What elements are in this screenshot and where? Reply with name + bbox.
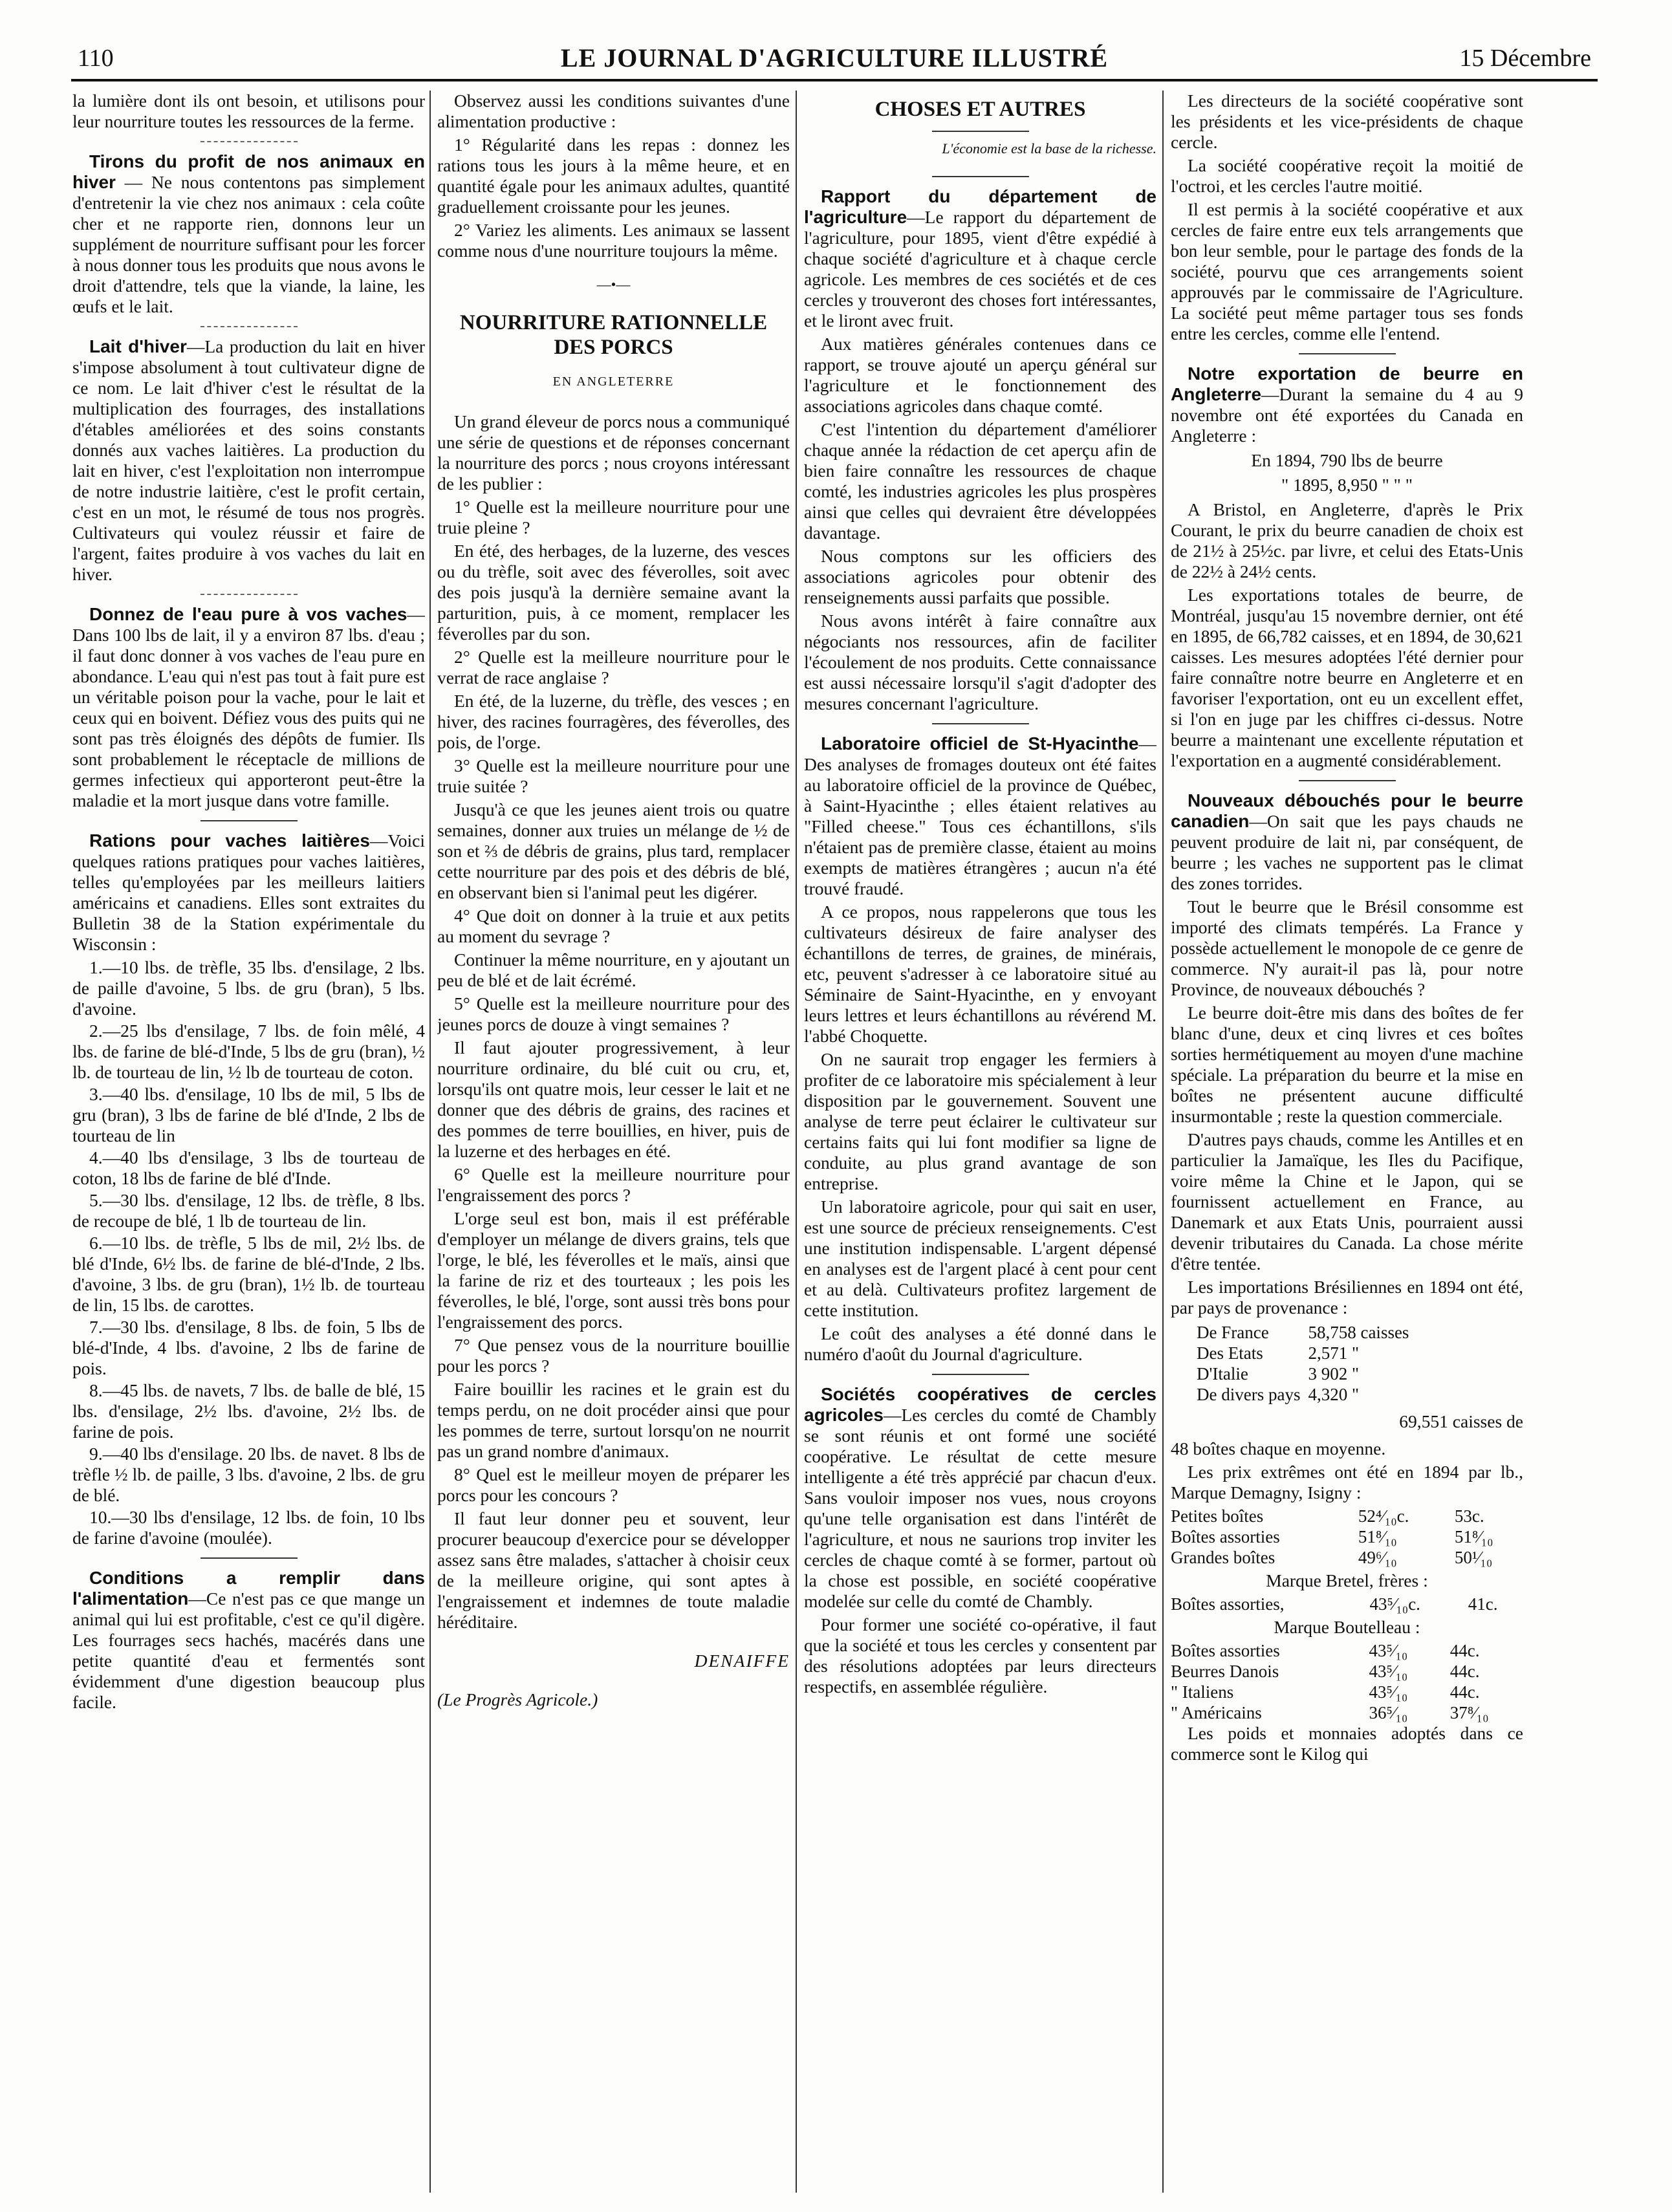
paragraph: D'autres pays chauds, comme les Antilles et en particulier la Jamaïque, les Iles du Pacifique, voire même la Chine et le Japon, qui se fournissent actuellement en France, au Danemark et aux Etats Unis, pourraient aussi devenir tributaires du Canada. La chose mérite d'être tentée. <box>1171 1129 1523 1274</box>
ration-item: 1.—10 lbs. de trèfle, 35 lbs. d'ensilage, 2 lbs. de paille d'avoine, 5 lbs. de gru (bran), 5 lbs. d'avoine. <box>72 957 425 1019</box>
ration-item: 9.—40 lbs d'ensilage. 20 lbs. de navet. 8 lbs de trèfle ½ lb. de paille, 3 lbs. d'avoine, 2 lbs. de gru de blé. <box>72 1444 425 1505</box>
paragraph: La société coopérative reçoit la moitié de l'octroi, et les cercles l'autre moitié. <box>1171 155 1523 196</box>
paragraph: 7° Que pensez vous de la nourriture bouillie pour les porcs ? <box>437 1335 790 1376</box>
table-cell: 49⁶⁄₁₀ <box>1358 1548 1397 1567</box>
article-rations <box>72 830 425 955</box>
paragraph: Les prix extrêmes ont été en 1894 par lb., Marque Demagny, Isigny : <box>1171 1462 1523 1502</box>
prices-table-boutelleau <box>1171 1640 1523 1723</box>
export-stat-1895: " 1895, 8,950 " " " <box>1281 475 1413 495</box>
paragraph: Continuer la même nourriture, en y ajoutant un peu de blé et de lait écrémé. <box>437 949 790 990</box>
paragraph: Le coût des analyses a été donné dans le numéro d'août du Journal d'agriculture. <box>804 1323 1156 1364</box>
table-cell: 4,320 " <box>1308 1385 1359 1404</box>
separator <box>201 326 298 327</box>
table-row <box>1171 1640 1523 1661</box>
article-exportation <box>1171 363 1523 446</box>
paragraph: 2° Variez les aliments. Les animaux se lassent comme nous d'une nourriture toujours la même. <box>437 220 790 261</box>
ration-item: 2.—25 lbs d'ensilage, 7 lbs. de foin mêlé, 4 lbs. de farine de blé-d'Inde, 5 lbs de gru (bran), ½ lb. de tourteau de lin, ½ lb de tourteau de coton. <box>72 1021 425 1082</box>
ration-item: 10.—30 lbs d'ensilage, 12 lbs. de foin, 10 lbs de farine d'avoine (moulée). <box>72 1507 425 1548</box>
paragraph: Un grand éleveur de porcs nous a communiqué une série de questions et de réponses concernant la nourriture des porcs ; nous croyons intéressant de les publier : <box>437 411 790 493</box>
table-cell: Petites boîtes <box>1171 1506 1264 1526</box>
imports-table <box>1197 1322 1417 1405</box>
column-3 <box>804 91 1156 2193</box>
paragraph: 5° Quelle est la meilleure nourriture pour des jeunes porcs de douze à vingt semaines ? <box>437 993 790 1034</box>
separator <box>932 1374 1029 1375</box>
article-body: —Des analyses de fromages douteux ont été faites au laboratoire officiel de la province de Québec, à Saint-Hyacinthe ; elles étaient relatives au "Filled cheese." Tous ces échantillons, s'ils n'étaient pas de première classe, étaient au moins exempts de matières étrangères ; aucun n'a été trouvé fraudé. <box>804 733 1156 898</box>
separator <box>201 141 298 142</box>
paragraph: On ne saurait trop engager les fermiers à profiter de ce laboratoire mis spécialement à leur disposition par le gouvernement. Souvent une analyse de terre peut éclairer le cultivateur sur certains faits qui lui font modifier sa ligne de conduite, au plus grand avantage de son entreprise. <box>804 1049 1156 1193</box>
ornament-divider: —•— <box>596 276 631 292</box>
paragraph: Observez aussi les conditions suivantes d'une alimentation productive : <box>437 91 790 131</box>
table-cell: " Italiens <box>1171 1682 1234 1702</box>
section-title: CHOSES ET AUTRES <box>874 98 1086 121</box>
paragraph: Aux matières générales contenues dans ce rapport, se trouve ajouté un aperçu général sur l'agriculture et le fonctionnement des associations agricoles dans chaque comté. <box>804 334 1156 416</box>
article-body: —Ce n'est pas ce que mange un animal qui lui est profitable, c'est ce qu'il digère. Les fourrages secs hachés, macérés dans une petite quantité d'eau et fermentés sont évidemment d'une digestion beaucoup plus facile. <box>72 1589 425 1712</box>
paragraph: En été, de la luzerne, du trèfle, des vesces ; en hiver, des racines fourragères, des féverolles, des pois, de l'orge. <box>437 691 790 752</box>
table-cell: Beurres Danois <box>1171 1662 1279 1681</box>
column-2 <box>437 91 790 2193</box>
paragraph: 2° Quelle est la meilleure nourriture pour le verrat de race anglaise ? <box>437 647 790 688</box>
table-row <box>1171 1661 1523 1682</box>
rations-list <box>72 957 425 1548</box>
issue-date: 15 Décembre <box>1459 45 1591 72</box>
table-cell: 51⁸⁄₁₀ <box>1454 1527 1493 1546</box>
paragraph: L'orge seul est bon, mais il est préférable d'employer un mélange de divers grains, tels que l'orge, le blé, les féverolles et le maïs, ainsi que la farine de riz et des tourteaux ; les pois les féverolles, le blé, l'orge, sont aussi très bons pour l'engraissement des porcs. <box>437 1208 790 1332</box>
paragraph: Les directeurs de la société coopérative sont les présidents et les vice-présidents de chaque cercle. <box>1171 91 1523 152</box>
article-body: — Ne nous contentons pas simplement d'entretenir la vie chez nos animaux : cela coûte cher et ne rapporte rien, donnons leur un supplément de nourriture suffisant pour les forcer à nous donner tous les produits que nous avons le droit d'attendre, tels que la viande, la laine, les œufs et le lait. <box>72 172 425 316</box>
paragraph: C'est l'intention du département d'améliorer chaque année la rédaction de cet aperçu afin de bien faire connaître les ressources de chaque comté, les industries agricoles les plus prospères ainsi que celles qui devraient être développées davantage. <box>804 419 1156 543</box>
table-row <box>1197 1363 1417 1384</box>
ration-item: 4.—40 lbs d'ensilage, 3 lbs de tourteau de coton, 18 lbs de farine de blé d'Inde. <box>72 1147 425 1188</box>
table-cell: Grandes boîtes <box>1171 1548 1276 1567</box>
paragraph: A ce propos, nous rappelerons que tous les cultivateurs désireux de faire analyser des échantillons de terres, de graines, de minérais, etc, peuvent s'adresser à ce laboratoire situé au Séminaire de Saint-Hyacinthe, en y envoyant leurs lettres et leurs échantillons au révérend M. l'abbé Choquette. <box>804 902 1156 1046</box>
ration-item: 8.—45 lbs. de navets, 7 lbs. de balle de blé, 15 lbs. d'ensilage, 2½ lbs. d'avoine, 2½ lbs. de farine de pois. <box>72 1380 425 1442</box>
table-cell: 43⁵⁄₁₀ <box>1369 1662 1408 1681</box>
paragraph: 6° Quelle est la meilleure nourriture pour l'engraissement des porcs ? <box>437 1164 790 1205</box>
paragraph: 1° Quelle est la meilleure nourriture pour une truie pleine ? <box>437 497 790 537</box>
table-row <box>1171 1526 1523 1547</box>
paragraph: Les importations Brésiliennes en 1894 ont été, par pays de provenance : <box>1171 1277 1523 1317</box>
table-cell: De France <box>1197 1323 1269 1342</box>
separator <box>932 723 1029 724</box>
page-number: 110 <box>78 45 114 72</box>
table-cell: 53c. <box>1454 1506 1484 1526</box>
paragraph: Il faut ajouter progressivement, à leur nourriture ordinaire, du blé cuit ou cru, et, lorsqu'ils ont quatre mois, leur cesser le lait et ne donner que des débris de grains, des racines et des pommes de terre bouillies, en hiver, puis de la luzerne et des herbages en été. <box>437 1037 790 1161</box>
article-heading: Nouveaux débouchés pour le beurre canadien <box>1171 790 1523 831</box>
table-row <box>1171 1594 1523 1614</box>
article-body: —La production du lait en hiver s'impose absolument à tout cultivateur digne de ce nom. Le lait d'hiver c'est le résultat de la multiplication des fourrages, des installations d'étables améliorées et des soins constants donnés aux vaches laitières. La production du lait en hiver, c'est l'exploitation non interrompue de notre industrie laitière, c'est le profit certain, c'est en un mot, le résumé de tous nos progrès. Cultivateurs qui voulez réussir et faire de l'argent, faites produire à vos vaches du lait en hiver. <box>72 336 425 584</box>
paragraph: Il faut leur donner peu et souvent, leur procurer beaucoup d'exercice pour se développer assez sans être malades, s'attacher à choisir ceux de la meilleure origine, qui sont aptes à l'engraissement et indemnes de toute maladie héréditaire. <box>437 1508 790 1632</box>
page-header <box>71 40 1598 81</box>
separator <box>1299 353 1396 354</box>
table-row <box>1197 1343 1417 1363</box>
column-rule <box>1162 91 1164 2193</box>
brand-heading: Marque Boutelleau : <box>1274 1617 1420 1637</box>
paragraph: Les exportations totales de beurre, de Montréal, jusqu'au 15 novembre dernier, ont été en 1895, de 66,782 caisses, et en 1894, de 30,621 caisses. Les mesures adoptées l'été dernier pour faire connaître notre beurre en Angleterre et en favoriser l'exportation, ont eu un excellent effet, si l'on en juge par les chiffres ci-dessus. Notre beurre a maintenant une excellente réputation et l'exportation en a augmenté considérablement. <box>1171 585 1523 770</box>
article-heading: Rations pour vaches laitières <box>89 830 370 851</box>
article-lait-d-hiver <box>72 336 425 585</box>
article-heading: Rapport du département de l'agriculture <box>804 186 1156 227</box>
article-subtitle: EN ANGLETERRE <box>552 374 675 389</box>
source-citation: (Le Progrès Agricole.) <box>437 1689 598 1709</box>
column-4 <box>1171 91 1523 2193</box>
paragraph: En été, des herbages, de la luzerne, des vesces ou du trèfle, soit avec des féverolles, soit avec des pois jusqu'à la dernière semaine avant la parturition, puis, à ce moment, remplacer les féverolles par du son. <box>437 541 790 644</box>
column-1 <box>72 91 425 2193</box>
table-row <box>1171 1702 1523 1723</box>
article-rapport <box>804 186 1156 331</box>
author-signature: DENAIFFE <box>694 1651 790 1671</box>
paragraph: Faire bouillir les racines et le grain est du temps perdu, on ne doit procéder ainsi que pour les pommes de terre, surtout lorsqu'on ne nourrit pas un grand nombre d'animaux. <box>437 1379 790 1461</box>
paragraph: 48 boîtes chaque en moyenne. <box>1171 1438 1386 1458</box>
export-stat-1894: En 1894, 790 lbs de beurre <box>1251 450 1443 470</box>
separator <box>201 1557 298 1559</box>
article-tirons-du-profit <box>72 151 425 317</box>
table-cell: 44c. <box>1449 1641 1480 1660</box>
separator <box>201 594 298 595</box>
table-cell: 51⁸⁄₁₀ <box>1358 1527 1397 1546</box>
table-cell: 43⁵⁄₁₀c. <box>1369 1594 1420 1614</box>
paragraph: Le beurre doit-être mis dans des boîtes de fer blanc d'une, deux et cinq livres et ces boîtes sorties hermétiquement au moyen d'une machine spéciale. La préparation du beurre et la mise en boîtes ne présentent aucune difficulté insurmontable ; reste la question commerciale. <box>1171 1003 1523 1126</box>
paragraph: la lumière dont ils ont besoin, et utilisons pour leur nourriture toutes les ressources de la ferme. <box>72 91 425 131</box>
paragraph: A Bristol, en Angleterre, d'après le Prix Courant, le prix du beurre canadien de choix est de 21½ à 25½c. par livre, et celui des Etats-Unis de 22½ à 24½ cents. <box>1171 499 1523 581</box>
table-cell: 2,571 " <box>1308 1343 1359 1363</box>
article-body: —Dans 100 lbs de lait, il y a environ 87 lbs. d'eau ; il faut donc donner à vos vaches de l'eau pure en abondance. L'eau qui n'est pas tout à fait pure est un véritable poison pour la vache, pour le lait et ceux qui en boivent. Défiez vous des puits qui ne sont pas très éloignés des dépôts de fumier. Ils sont probablement le réceptacle de millions de germes infectieux qui apporteront peut-être la maladie et la mort jusque dans votre famille. <box>72 604 425 810</box>
paragraph: Pour former une société co-opérative, il faut que la société et tous les cercles y consentent par des résolutions adoptées par leurs directeurs respectifs, en assemblée régulière. <box>804 1614 1156 1697</box>
separator <box>932 131 1029 132</box>
table-row <box>1197 1384 1417 1405</box>
table-cell: 41c. <box>1468 1594 1498 1614</box>
ration-item: 6.—10 lbs. de trèfle, 5 lbs de mil, 2½ lbs. de blé d'Inde, 6½ lbs. de farine de blé-d'Inde, 2 lbs. d'avoine, 3 lbs. de gru (bran), 1½ lb. de tourteau de lin, 15 lbs. de carottes. <box>72 1233 425 1315</box>
paragraph: Jusqu'à ce que les jeunes aient trois ou quatre semaines, donner aux truies un mélange de ½ de son et ⅔ de débris de grains, plus tard, remplacer cette nourriture par des pois et des débris de blé, en observant bien si l'animal peut les digérer. <box>437 799 790 902</box>
article-heading: Lait d'hiver <box>89 336 187 356</box>
table-cell: Boîtes assorties, <box>1171 1594 1285 1614</box>
article-body: —Voici quelques rations pratiques pour vaches laitières, telles qu'employées par les meilleurs laitiers américains et canadiens. Elles sont extraites du Bulletin 38 de la Station expérimentale du Wisconsin : <box>72 830 425 954</box>
article-heading: Notre exportation de beurre en Angleterre <box>1171 363 1523 404</box>
paragraph: Tout le beurre que le Brésil consomme est importé des climats tempérés. La France y possède actuellement le monopole de ce genre de commerce. N'y aurait-il pas là, pour notre Province, de nouveaux débouchés ? <box>1171 896 1523 999</box>
journal-title: LE JOURNAL D'AGRICULTURE ILLUSTRÉ <box>560 43 1109 72</box>
article-body: —Les cercles du comté de Chambly se sont réunis et ont formé une société coopérative. Le résultat de cette mesure intelligente a été très apprécié par chacun d'eux. Sans vouloir imposer nos vues, nous croyons qu'une telle organisation est dans l'intérêt de l'agriculture, et nous ne saurions trop inviter les cercles de chaque comté à se former, partout où la chose est possible, en société coopérative modelée sur celle du comté de Chambly. <box>804 1405 1156 1611</box>
table-row <box>1197 1322 1417 1343</box>
paragraph: Les poids et monnaies adoptés dans ce commerce sont le Kilog qui <box>1171 1723 1523 1764</box>
article-laboratoire <box>804 733 1156 899</box>
table-cell: 52⁴⁄₁₀c. <box>1358 1506 1409 1526</box>
separator <box>1299 780 1396 781</box>
table-row <box>1171 1682 1523 1702</box>
paragraph: 8° Quel est le meilleur moyen de préparer les porcs pour les concours ? <box>437 1464 790 1505</box>
article-heading: Donnez de l'eau pure à vos vaches <box>89 604 407 624</box>
paragraph: Nous comptons sur les officiers des associations agricoles pour obtenir des renseignements aussi parfaits que possible. <box>804 546 1156 607</box>
table-cell: 3 902 " <box>1308 1364 1359 1383</box>
separator <box>932 176 1029 177</box>
table-row <box>1171 1547 1523 1568</box>
article-title: NOURRITURE RATIONNELLE DES PORCS <box>459 311 768 359</box>
article-body: —Durant la semaine du 4 au 9 novembre ont été exportées du Canada en Angleterre : <box>1171 384 1523 446</box>
table-cell: D'Italie <box>1197 1364 1248 1383</box>
article-heading: Conditions a remplir dans l'alimentation <box>72 1568 425 1609</box>
article-societes-cooperatives <box>804 1384 1156 1612</box>
paragraph: Nous avons intérêt à faire connaître aux négociants nos ressources, afin de faciliter l'écoulement de nos produits. Cette connaissance est aussi nécessaire lorsqu'il s'agit d'adopter des mesures concernant l'agriculture. <box>804 611 1156 713</box>
article-nouveaux-debouches <box>1171 790 1523 894</box>
ration-item: 3.—40 lbs. d'ensilage, 10 lbs de mil, 5 lbs de gru (bran), 3 lbs de farine de blé d'Inde, 2 lbs de tourteau de lin <box>72 1084 425 1145</box>
article-conditions <box>72 1568 425 1713</box>
table-cell: 58,758 caisses <box>1308 1323 1409 1342</box>
table-cell: " Américains <box>1171 1703 1262 1722</box>
prices-table-demagny <box>1171 1506 1523 1568</box>
table-cell: Des Etats <box>1197 1343 1263 1363</box>
epigraph: L'économie est la base de la richesse. <box>942 140 1156 157</box>
article-heading: Tirons du profit de nos animaux en hiver <box>72 151 425 192</box>
brand-heading: Marque Bretel, frères : <box>1266 1570 1428 1590</box>
table-row <box>1171 1506 1523 1526</box>
ration-item: 7.—30 lbs. d'ensilage, 8 lbs. de foin, 5 lbs de blé-d'Inde, 4 lbs. d'avoine, 2 lbs de farine de pois. <box>72 1317 425 1378</box>
table-cell: 37⁸⁄₁₀ <box>1449 1703 1489 1722</box>
ration-item: 5.—30 lbs. d'ensilage, 12 lbs. de trèfle, 8 lbs. de recoupe de blé, 1 lb de tourteau de lin. <box>72 1190 425 1231</box>
table-cell: Boîtes assorties <box>1171 1641 1280 1660</box>
separator <box>201 820 298 821</box>
article-heading: Laboratoire officiel de St-Hyacinthe <box>821 733 1139 754</box>
table-cell: Boîtes assorties <box>1171 1527 1280 1546</box>
paragraph: Il est permis à la société coopérative et aux cercles de faire entre eux tels arrangements que bon leur semble, pour le partage des fonds de la société, pourvu que ces arrangements soient approuvés par le commissaire de l'Agriculture. La société peut même partager tous ses fonds entre les cercles, comme elle l'entend. <box>1171 199 1523 343</box>
article-body: —Le rapport du département de l'agriculture, pour 1895, vient d'être expédié à chaque société d'agriculture et à chaque cercle agricole. Les membres de ces sociétés et de ces cercles y trouveront des choses fort intéressantes, et le liront avec fruit. <box>804 207 1156 331</box>
table-cell: 43⁵⁄₁₀ <box>1369 1641 1408 1660</box>
article-eau-pure <box>72 604 425 811</box>
column-rule <box>429 91 431 2193</box>
paragraph: Un laboratoire agricole, pour qui sait en user, est une source de précieux renseignements. C'est une institution indispensable. L'argent dépensé en analyses est de l'argent placé à cent pour cent et au delà. Cultivateurs profitez largement de cette institution. <box>804 1197 1156 1320</box>
table-cell: 36⁵⁄₁₀ <box>1369 1703 1408 1722</box>
table-cell: 50¹⁄₁₀ <box>1454 1548 1493 1567</box>
prices-table-bretel <box>1171 1594 1523 1614</box>
column-rule <box>796 91 797 2193</box>
article-body: —On sait que les pays chauds ne peuvent produire de lait ni, par conséquent, de beurre ; les vaches ne supportent pas le climat des zones torrides. <box>1171 811 1523 893</box>
paragraph: 1° Régularité dans les repas : donnez les rations tous les jours à la même heure, et en quantité égale pour les animaux adultes, quantité graduellement croissante pour les jeunes. <box>437 135 790 217</box>
table-cell: 43⁵⁄₁₀ <box>1369 1682 1408 1702</box>
table-cell: 44c. <box>1449 1682 1480 1702</box>
paragraph: 4° Que doit on donner à la truie et aux petits au moment du sevrage ? <box>437 905 790 946</box>
table-cell: De divers pays <box>1197 1385 1301 1404</box>
article-heading: Sociétés coopératives de cercles agricoles <box>804 1384 1156 1425</box>
imports-total: 69,551 caisses de <box>1399 1411 1523 1431</box>
table-cell: 44c. <box>1449 1662 1480 1681</box>
paragraph: 3° Quelle est la meilleure nourriture pour une truie suitée ? <box>437 755 790 796</box>
